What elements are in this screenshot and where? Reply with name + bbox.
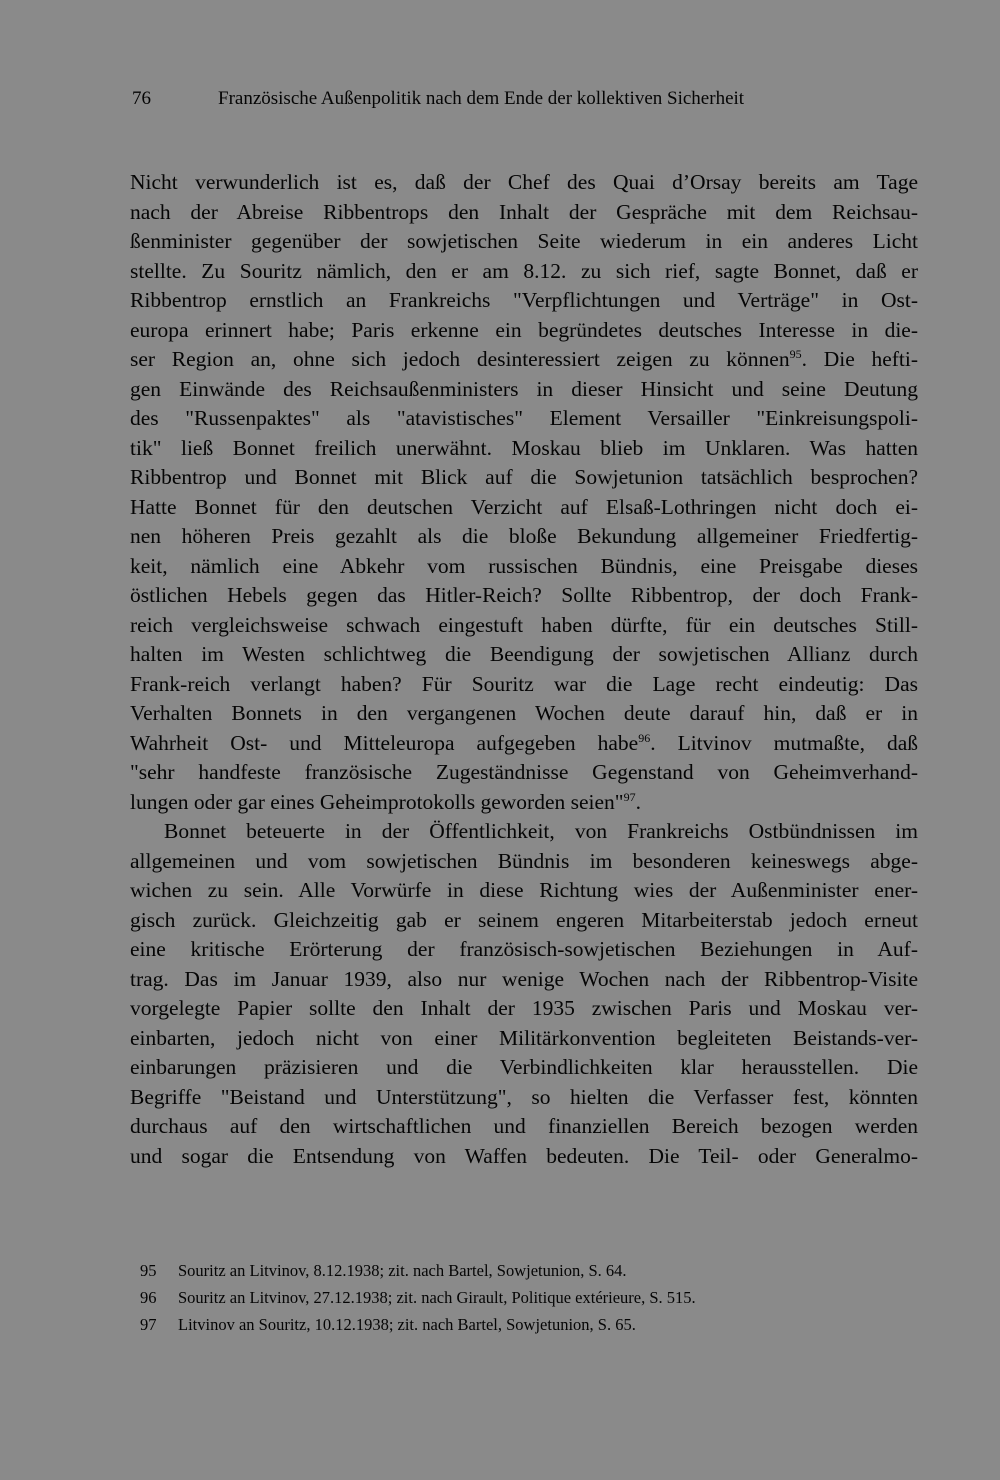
footnote-marker[interactable]: 97 [623,789,636,804]
line-text: und sogar die Entsendung von Waffen bedeuten. Die Teil- oder Generalmo- [130,1143,918,1168]
line-text: stellte. Zu Souritz nämlich, den er am 8.12. zu sich rief, sagte Bonnet, daß er [130,258,918,283]
text-line [130,552,918,582]
line-text-continued: . Litvinov mutmaßte, daß [650,730,918,755]
line-text: tik" ließ Bonnet freilich unerwähnt. Moskau blieb im Unklaren. Was hatten [130,435,918,460]
line-text: Wahrheit Ost- und Mitteleuropa aufgegeben habe [130,730,639,755]
text-line [130,522,918,552]
footnote-marker[interactable]: 96 [638,730,651,745]
text-line [130,1024,918,1054]
text-line [130,817,918,847]
text-line [130,493,918,523]
line-text-continued: . [635,789,641,814]
text-line [130,994,918,1024]
footnote [140,1311,840,1338]
text-line [130,434,918,464]
page-number: 76 [132,88,151,109]
text-line [130,286,918,316]
footnote-text: Litvinov an Souritz, 10.12.1938; zit. nach Bartel, Sowjetunion, S. 65. [178,1315,636,1334]
footnote-text: Souritz an Litvinov, 27.12.1938; zit. nach Girault, Politique extérieure, S. 515. [178,1288,696,1307]
line-text: Hatte Bonnet für den deutschen Verzicht auf Elsaß-Lothringen nicht doch ei- [130,494,918,519]
text-line [130,729,918,759]
text-line [130,198,918,228]
text-line [130,1083,918,1113]
text-line [130,316,918,346]
footnote-number: 95 [140,1261,157,1280]
line-text-continued: . Die hefti- [801,347,918,371]
text-line [130,168,918,198]
line-text: durchaus auf den wirtschaftlichen und finanziellen Bereich bezogen werden [130,1114,918,1138]
line-text: Frank-reich verlangt haben? Für Souritz war die Lage recht eindeutig: Das [130,671,918,696]
text-line [130,1053,918,1083]
body-text [130,168,918,1171]
text-line [130,935,918,965]
text-line [130,965,918,995]
text-line [130,670,918,700]
line-text: Verhalten Bonnets in den vergangenen Wochen deute darauf hin, daß er in [130,701,918,725]
line-text: vorgelegte Papier sollte den Inhalt der 1935 zwischen Paris und Moskau ver- [130,996,918,1020]
footnote [140,1257,840,1284]
text-line [130,699,918,729]
line-text: nen höheren Preis gezahlt als die bloße Bekundung allgemeiner Friedfertig- [130,524,918,548]
line-text: des "Russenpaktes" als "atavistisches" Element Versailler "Einkreisungspoli- [130,406,918,430]
line-text: ser Region an, ohne sich jedoch desinteressiert zeigen zu können [130,347,790,371]
line-text: nach der Abreise Ribbentrops den Inhalt der Gespräche mit dem Reichsau- [130,199,918,224]
text-line [130,227,918,257]
running-title: Französische Außenpolitik nach dem Ende der kollektiven Sicherheit [218,88,745,109]
text-line [130,1142,918,1172]
line-text: einbarungen präzisieren und die Verbindlichkeiten klar herausstellen. Die [130,1055,918,1079]
text-line [130,1112,918,1142]
text-line [130,345,918,375]
text-line [130,257,918,287]
text-line [130,788,918,818]
line-text: ßenminister gegenüber der sowjetischen Seite wiederum in ein anderes Licht [130,229,918,253]
line-text: Bonnet beteuerte in der Öffentlichkeit, von Frankreichs Ostbündnissen im [164,819,918,843]
footnote-number: 97 [140,1315,157,1334]
line-text: "sehr handfeste französische Zugeständnisse Gegenstand von Geheimverhand- [130,760,918,784]
line-text: gisch zurück. Gleichzeitig gab er seinem engeren Mitarbeiterstab jedoch erneut [130,907,918,932]
line-text: Begriffe "Beistand und Unterstützung", so hielten die Verfasser fest, könnten [130,1084,918,1109]
text-line [130,758,918,788]
line-text: einbarten, jedoch nicht von einer Militärkonvention begleiteten Beistands-ver- [130,1025,918,1050]
text-line [130,876,918,906]
line-text: wichen zu sein. Alle Vorwürfe in diese Richtung wies der Außenminister ener- [130,878,918,902]
text-line [130,847,918,877]
line-text: eine kritische Erörterung der französisch-sowjetischen Beziehungen in Auf- [130,937,918,961]
line-text: trag. Das im Januar 1939, also nur wenige Wochen nach der Ribbentrop-Visite [130,966,918,991]
line-text: halten im Westen schlichtweg die Beendigung der sowjetischen Allianz durch [130,642,918,666]
line-text: gen Einwände des Reichsaußenministers in dieser Hinsicht und seine Deutung [130,376,918,401]
footnote-marker[interactable]: 95 [789,347,802,361]
line-text: reich vergleichsweise schwach eingestuft haben dürfte, für ein deutsches Still- [130,612,918,637]
text-line [130,375,918,405]
line-text: europa erinnert habe; Paris erkenne ein begründetes deutsches Interesse in die- [130,317,918,342]
footnote-number: 96 [140,1288,157,1307]
text-line [130,640,918,670]
text-line [130,404,918,434]
line-text: Ribbentrop und Bonnet mit Blick auf die Sowjetunion tatsächlich besprochen? [130,465,918,489]
text-line [130,581,918,611]
line-text: östlichen Hebels gegen das Hitler-Reich? Sollte Ribbentrop, der doch Frank- [130,583,918,607]
footnotes [140,1257,840,1338]
text-line [130,906,918,936]
line-text: lungen oder gar eines Geheimprotokolls geworden seien" [130,789,624,814]
footnote-text: Souritz an Litvinov, 8.12.1938; zit. nach Bartel, Sowjetunion, S. 64. [178,1261,627,1280]
line-text: Nicht verwunderlich ist es, daß der Chef des Quai d’Orsay bereits am Tage [130,170,918,194]
line-text: keit, nämlich eine Abkehr vom russischen Bündnis, eine Preisgabe dieses [130,553,918,578]
footnote [140,1284,840,1311]
line-text: allgemeinen und vom sowjetischen Bündnis im besonderen keineswegs abge- [130,848,918,873]
line-text: Ribbentrop ernstlich an Frankreichs "Verpflichtungen und Verträge" in Ost- [130,288,918,312]
text-line [130,463,918,493]
text-line [130,611,918,641]
